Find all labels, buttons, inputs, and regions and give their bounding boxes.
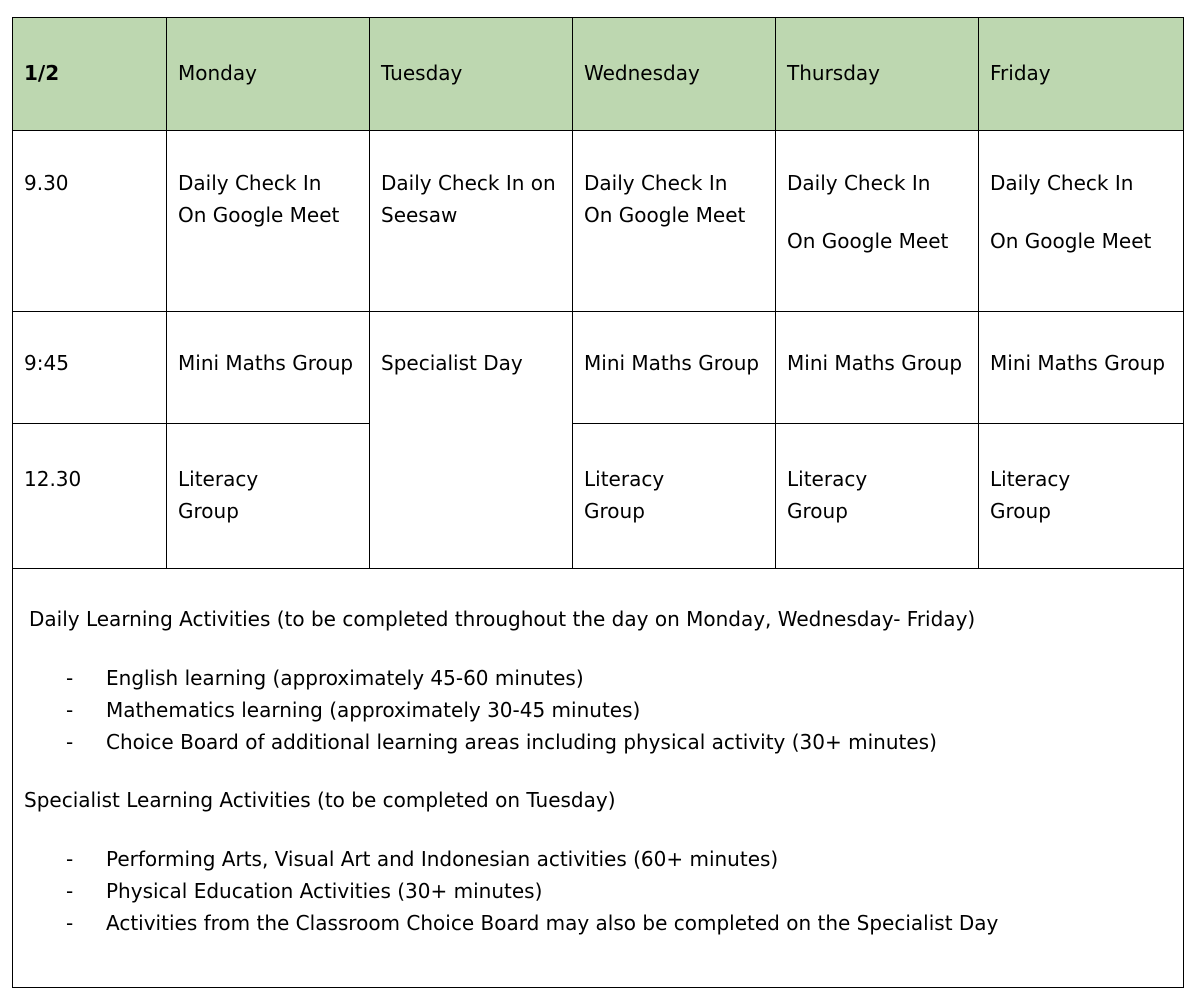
cell-line: On Google Meet xyxy=(584,203,746,227)
header-thursday xyxy=(776,18,979,131)
cell-thursday-1230 xyxy=(776,424,979,569)
cell-line: Literacy xyxy=(787,467,868,491)
cell-friday-945 xyxy=(979,312,1184,424)
cell-wednesday-1230 xyxy=(573,424,776,569)
cell-line: Mini Maths Group xyxy=(990,351,1166,375)
cell-monday-1230 xyxy=(167,424,370,569)
cell-friday-930 xyxy=(979,131,1184,312)
cell-line: On Google Meet xyxy=(990,229,1152,253)
cell-line: Daily Check In xyxy=(178,171,322,195)
class-label-cell xyxy=(13,18,167,131)
cell-monday-930 xyxy=(167,131,370,312)
time-label: 9:45 xyxy=(24,351,69,375)
timetable xyxy=(12,17,1184,988)
row-930 xyxy=(13,131,1184,312)
cell-line: Group xyxy=(787,499,848,523)
cell-line: Literacy xyxy=(584,467,665,491)
notes-row xyxy=(13,569,1184,988)
cell-line: Mini Maths Group xyxy=(584,351,760,375)
list-item xyxy=(24,875,1172,907)
header-monday xyxy=(167,18,370,131)
cell-line: Literacy xyxy=(178,467,259,491)
cell-wednesday-930 xyxy=(573,131,776,312)
line-gap xyxy=(787,199,967,225)
day-label-friday: Friday xyxy=(990,61,1051,85)
time-label: 12.30 xyxy=(24,467,82,491)
header-wednesday xyxy=(573,18,776,131)
cell-line: Group xyxy=(990,499,1051,523)
day-label-monday: Monday xyxy=(178,61,257,85)
time-cell-1230 xyxy=(13,424,167,569)
cell-line: Group xyxy=(178,499,239,523)
daily-activities-list xyxy=(24,662,1172,758)
cell-line: Specialist Day xyxy=(381,351,523,375)
specialist-activities-list xyxy=(24,843,1172,939)
time-cell-945 xyxy=(13,312,167,424)
list-item-text: Physical Education Activities (30+ minutes) xyxy=(106,879,543,903)
daily-activities-heading: Daily Learning Activities (to be completed throughout the day on Monday, Wednesday- Friday) xyxy=(29,607,976,631)
cell-friday-1230 xyxy=(979,424,1184,569)
bullet-dash: - xyxy=(66,698,74,722)
cell-line: Mini Maths Group xyxy=(178,351,354,375)
cell-line: Daily Check In xyxy=(787,171,931,195)
cell-line: On Google Meet xyxy=(178,203,340,227)
cell-thursday-945 xyxy=(776,312,979,424)
notes-cell xyxy=(13,569,1184,988)
time-label: 9.30 xyxy=(24,171,69,195)
header-friday xyxy=(979,18,1184,131)
specialist-activities-heading: Specialist Learning Activities (to be completed on Tuesday) xyxy=(24,788,616,812)
cell-line: Daily Check In on Seesaw xyxy=(381,171,556,227)
header-tuesday xyxy=(370,18,573,131)
cell-thursday-930 xyxy=(776,131,979,312)
bullet-dash: - xyxy=(66,879,74,903)
list-item xyxy=(24,694,1172,726)
cell-wednesday-945 xyxy=(573,312,776,424)
bullet-dash: - xyxy=(66,911,74,935)
cell-tuesday-930 xyxy=(370,131,573,312)
day-label-tuesday: Tuesday xyxy=(381,61,463,85)
list-item-text: Activities from the Classroom Choice Board may also be completed on the Specialist Day xyxy=(106,911,999,935)
cell-tuesday-specialist xyxy=(370,312,573,569)
bullet-dash: - xyxy=(66,730,74,754)
list-item xyxy=(24,726,1172,758)
list-item-text: Mathematics learning (approximately 30-45 minutes) xyxy=(106,698,641,722)
day-label-wednesday: Wednesday xyxy=(584,61,700,85)
class-label: 1/2 xyxy=(24,61,60,85)
list-item-text: Performing Arts, Visual Art and Indonesian activities (60+ minutes) xyxy=(106,847,779,871)
cell-line: Daily Check In xyxy=(990,171,1134,195)
bullet-dash: - xyxy=(66,666,74,690)
time-cell-930 xyxy=(13,131,167,312)
cell-line: Mini Maths Group xyxy=(787,351,963,375)
list-item xyxy=(24,843,1172,875)
cell-monday-945 xyxy=(167,312,370,424)
list-item xyxy=(24,662,1172,694)
list-item xyxy=(24,907,1172,939)
list-item-text: Choice Board of additional learning areas including physical activity (30+ minutes) xyxy=(106,730,937,754)
cell-line: Literacy xyxy=(990,467,1071,491)
row-1230 xyxy=(13,424,1184,569)
cell-line: Daily Check In xyxy=(584,171,728,195)
cell-line: Group xyxy=(584,499,645,523)
day-label-thursday: Thursday xyxy=(787,61,880,85)
bullet-dash: - xyxy=(66,847,74,871)
line-gap xyxy=(990,199,1172,225)
cell-line: On Google Meet xyxy=(787,229,949,253)
list-item-text: English learning (approximately 45-60 minutes) xyxy=(106,666,584,690)
row-945 xyxy=(13,312,1184,424)
header-row xyxy=(13,18,1184,131)
